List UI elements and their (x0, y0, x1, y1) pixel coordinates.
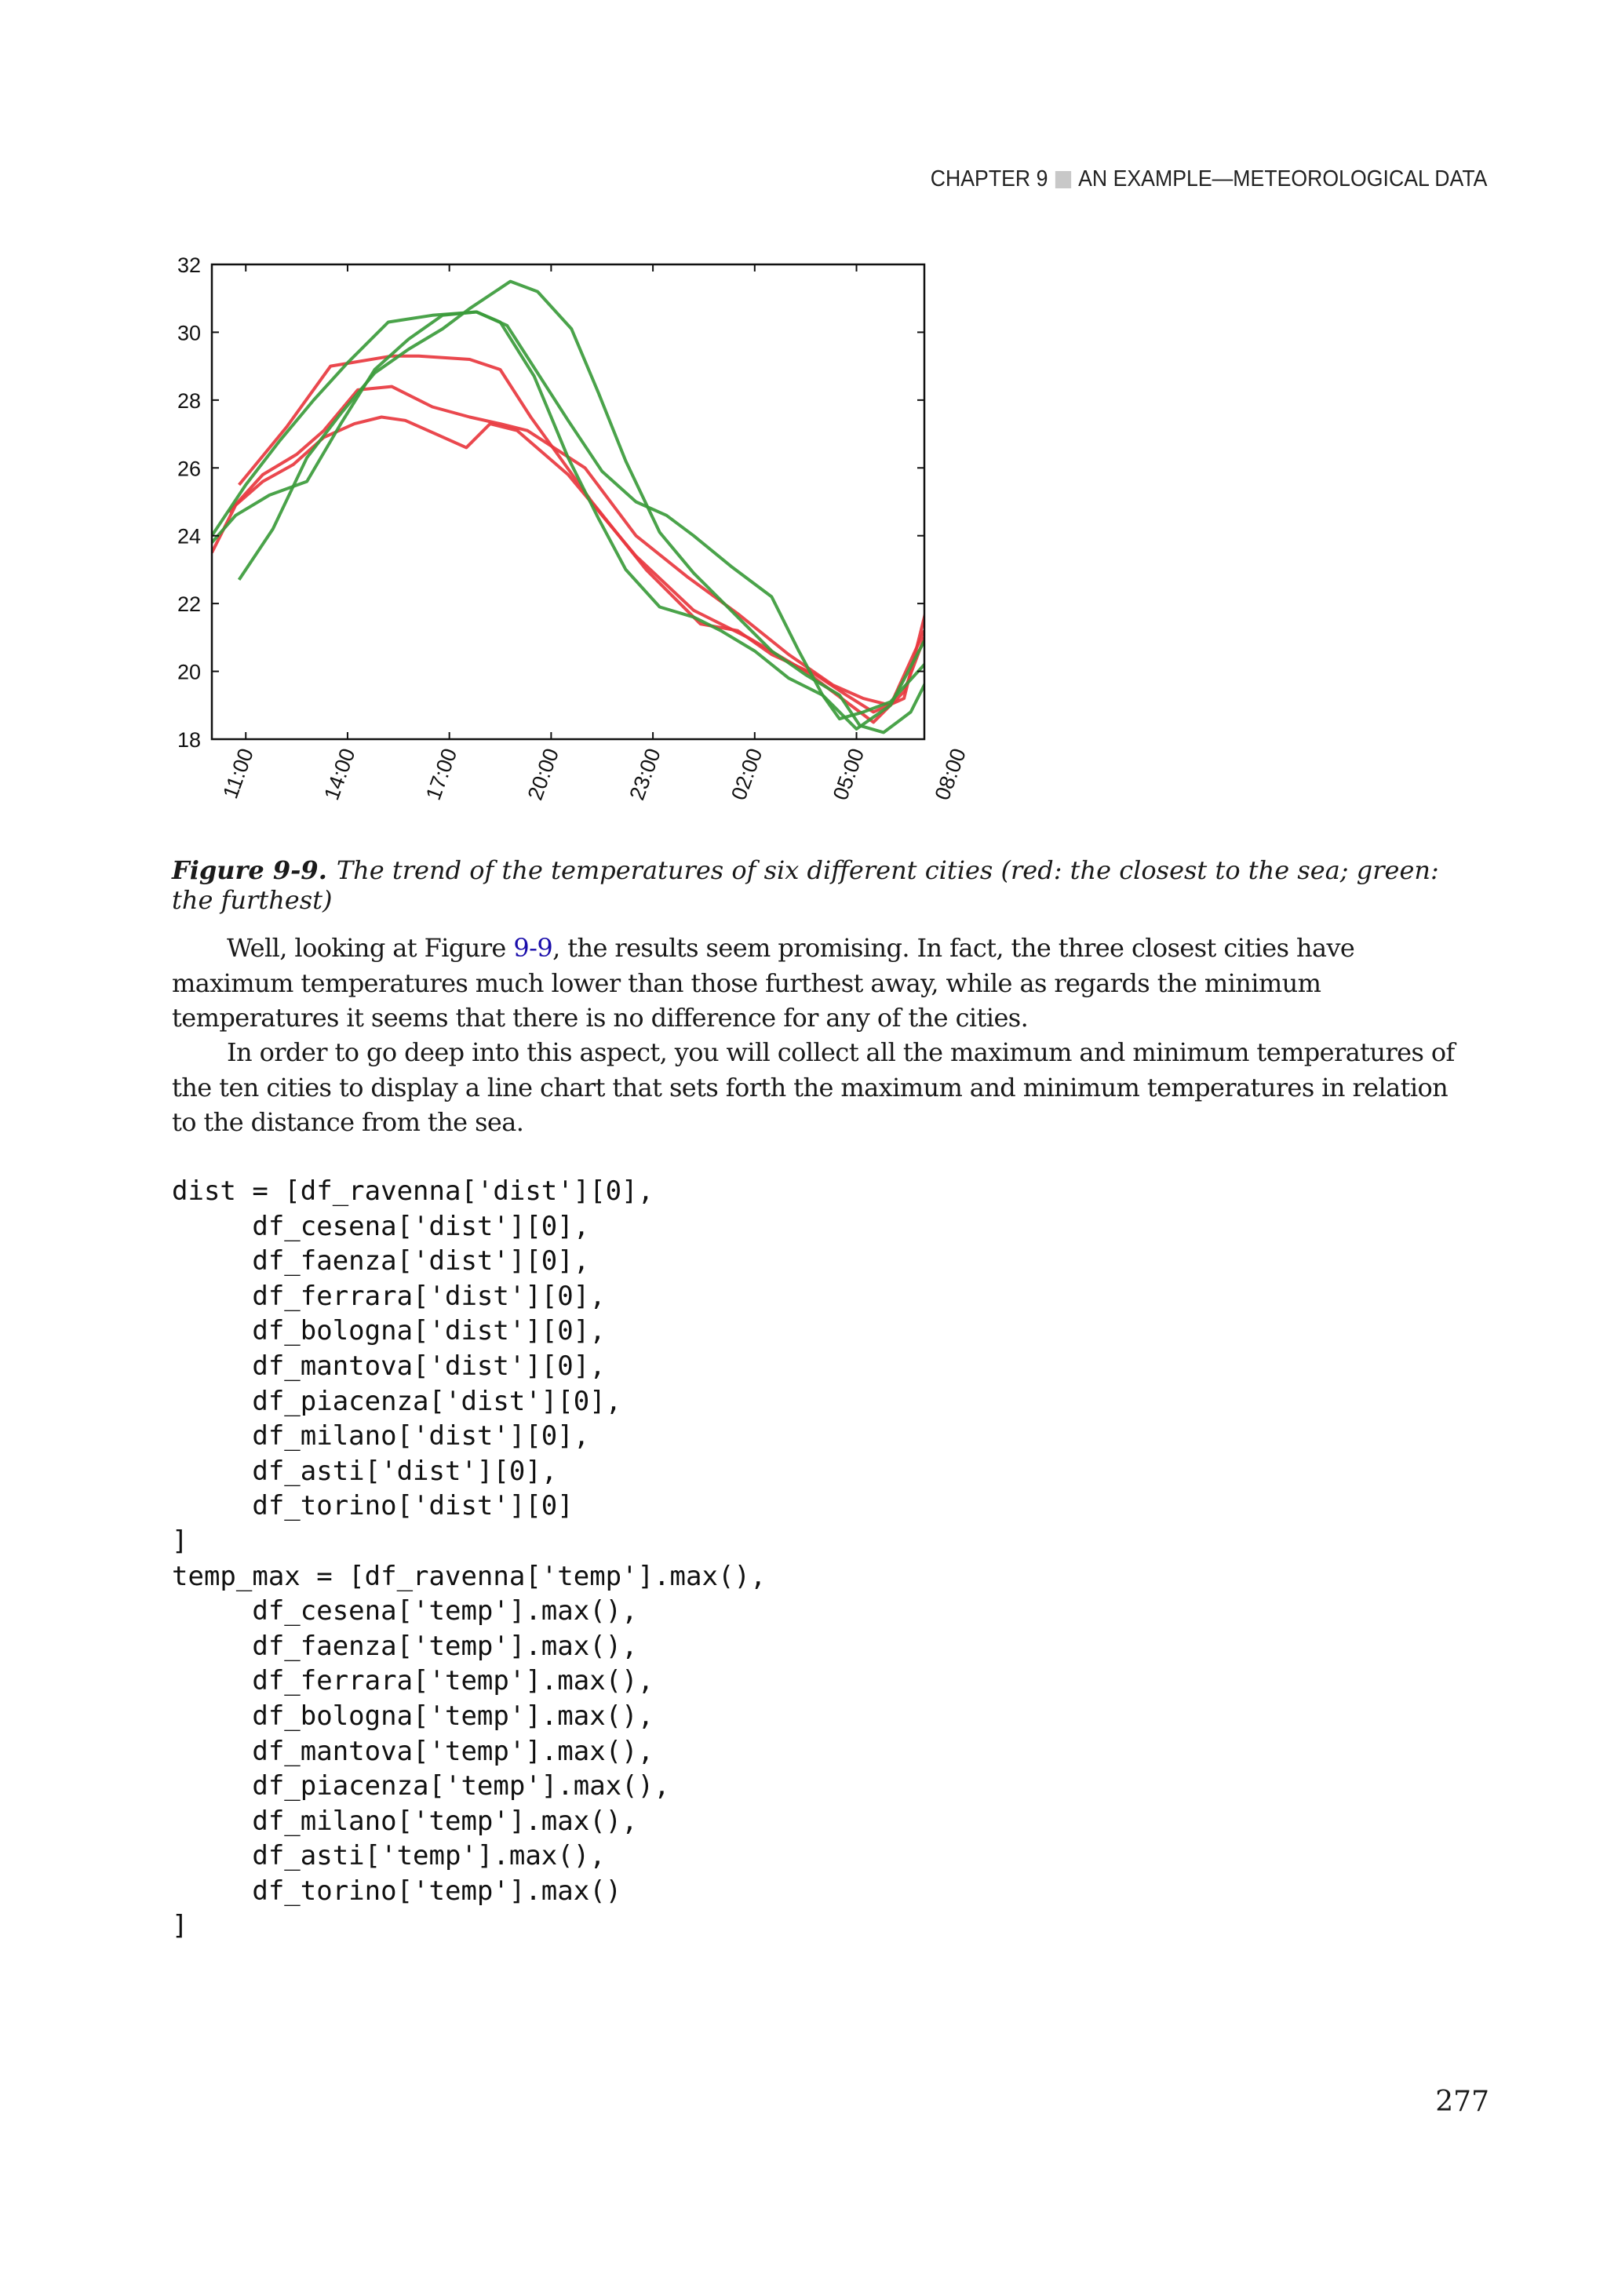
x-tick-label: 17:00 (421, 745, 462, 804)
plot-frame (212, 264, 924, 739)
y-tick-label: 20 (177, 660, 201, 684)
series-line-green-2 (212, 312, 924, 730)
figure-caption (172, 855, 1474, 915)
running-header (930, 166, 1487, 192)
y-tick-label: 32 (177, 253, 201, 277)
x-tick-label: 11:00 (218, 745, 258, 802)
code-line: df_bologna['temp'].max(), (172, 1700, 654, 1732)
code-line: df_faenza['dist'][0], (172, 1245, 590, 1277)
code-line: df_milano['dist'][0], (172, 1420, 590, 1452)
y-tick-label: 24 (177, 524, 201, 548)
figure-reference-link[interactable]: 9-9 (513, 933, 553, 963)
x-tick-label: 02:00 (727, 745, 767, 804)
code-line: df_asti['temp'].max(), (172, 1840, 606, 1872)
code-line: ] (172, 1525, 188, 1557)
code-line: ] (172, 1910, 188, 1942)
paragraph-1 (172, 931, 1478, 1036)
code-line: df_milano['temp'].max(), (172, 1805, 638, 1837)
code-line: df_cesena['dist'][0], (172, 1210, 590, 1242)
paragraph-1-text-b: , the results seem promising. In fact, the three closest cities have maximum temperatures much lower than those furthest away, while as regards the minimum temperatures it seems that there is no difference for any of the cities. (172, 933, 1355, 1033)
chapter-title: AN EXAMPLE—METEOROLOGICAL DATA (1077, 166, 1487, 191)
y-tick-label: 18 (177, 728, 201, 752)
y-tick-label: 28 (177, 388, 201, 413)
code-line: df_mantova['temp'].max(), (172, 1735, 654, 1767)
code-line: df_ferrara['dist'][0], (172, 1280, 606, 1312)
page-number: 277 (1435, 2086, 1489, 2118)
code-line: df_mantova['dist'][0], (172, 1350, 606, 1382)
x-tick-label: 14:00 (319, 745, 360, 804)
chapter-label: CHAPTER 9 (930, 166, 1048, 191)
y-tick-label: 30 (177, 321, 201, 345)
x-tick-label: 23:00 (625, 745, 665, 804)
y-tick-label: 22 (177, 592, 201, 617)
code-line: df_torino['temp'].max() (172, 1875, 622, 1907)
header-separator-square (1055, 171, 1070, 188)
code-block (172, 1174, 766, 1944)
code-line: df_torino['dist'][0] (172, 1490, 574, 1522)
figure-label: Figure 9-9. (172, 855, 327, 885)
y-tick-label: 26 (177, 457, 201, 481)
code-line: df_ferrara['temp'].max(), (172, 1665, 654, 1697)
x-tick-label: 05:00 (828, 745, 869, 804)
code-line: df_piacenza['dist'][0], (172, 1385, 622, 1417)
code-line: df_piacenza['temp'].max(), (172, 1770, 670, 1802)
code-line: dist = [df_ravenna['dist'][0], (172, 1175, 654, 1207)
temperature-line-chart (157, 245, 971, 841)
series-line-green-3 (212, 312, 945, 720)
x-tick-label: 20:00 (523, 745, 564, 804)
code-line: df_asti['dist'][0], (172, 1455, 558, 1487)
paragraph-2 (172, 1035, 1478, 1140)
code-line: temp_max = [df_ravenna['temp'].max(), (172, 1560, 767, 1592)
code-line: df_bologna['dist'][0], (172, 1315, 606, 1347)
x-tick-label: 08:00 (930, 745, 971, 804)
paragraph-1-text-a: Well, looking at Figure (227, 933, 514, 963)
figure-caption-text: The trend of the temperatures of six different cities (red: the closest to the sea; green: the furthest) (172, 855, 1439, 915)
code-line: df_cesena['temp'].max(), (172, 1595, 638, 1627)
series-line-green-1 (239, 282, 938, 733)
paragraph-2-text: In order to go deep into this aspect, you will collect all the maximum and minimum temperatures of the ten cities to display a line chart that sets forth the maximum and minimum temperatures in relation to the distance from the sea. (172, 1037, 1455, 1137)
code-line: df_faenza['temp'].max(), (172, 1630, 638, 1662)
